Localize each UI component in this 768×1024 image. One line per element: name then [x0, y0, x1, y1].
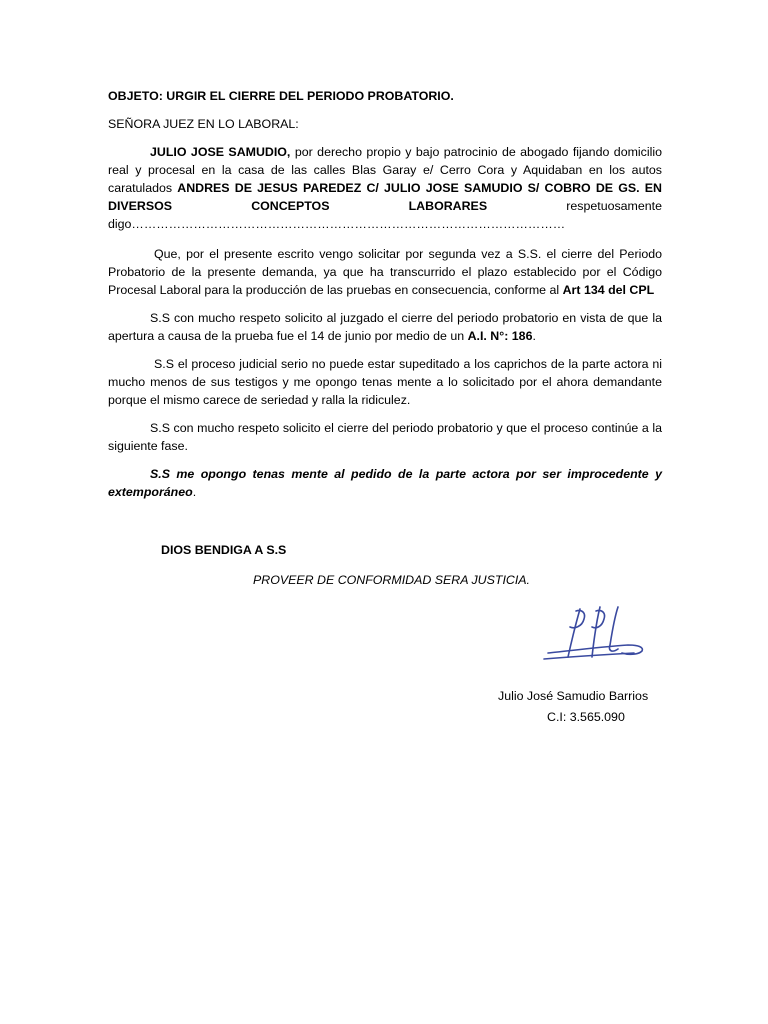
final-opposition-text: S.S me opongo tenas mente al pedido de la parte actora por ser improcedente y extemporáneo	[108, 467, 662, 499]
paragraph-final-opposition	[108, 465, 662, 501]
intro-text: por derecho propio y bajo patrocinio de abogado fijando domicilio real y procesal en la casa de las calles Blas Garay e/ Cerro Cora y Aquidaban en los autos caratulados	[108, 145, 662, 195]
paragraph-request	[108, 245, 662, 299]
legal-reference: Art 134 del CPL	[562, 283, 655, 297]
salutation: SEÑORA JUEZ EN LO LABORAL:	[108, 117, 299, 131]
proveer-line: PROVEER DE CONFORMIDAD SERA JUSTICIA.	[253, 573, 530, 587]
handwritten-signature	[538, 605, 650, 667]
signer-id: C.I: 3.565.090	[547, 710, 625, 724]
final-opposition-end: .	[192, 485, 197, 499]
paragraph-opposition: S.S el proceso judicial serio no puede estar supeditado a los caprichos de la parte actora ni mucho menos de sus testigos y me opongo tenas mente a lo solicitado por el ahora demandante porque el mismo carece de seriedad y ralla la ridiculez.	[108, 357, 662, 407]
intro-closing: respetuosamente digo……………………………………………………………………………………………	[108, 199, 662, 231]
opening-end: .	[532, 329, 536, 343]
signature-strokes	[544, 607, 642, 659]
subject-line: OBJETO: URGIR EL CIERRE DEL PERIODO PROBATORIO.	[108, 89, 454, 103]
resolution-reference: A.I. N°: 186	[467, 329, 533, 343]
paragraph-opening-date	[108, 309, 662, 345]
paragraph-introduction	[108, 143, 662, 233]
document-body	[108, 87, 662, 511]
party-name: JULIO JOSE SAMUDIO,	[150, 145, 291, 159]
closing-blessing: DIOS BENDIGA A S.S	[161, 543, 287, 557]
paragraph-closure-request: S.S con mucho respeto solicito el cierre del periodo probatorio y que el proceso continúe a la siguiente fase.	[108, 421, 662, 453]
case-caption: ANDRES DE JESUS PAREDEZ C/ JULIO JOSE SAMUDIO S/ COBRO DE GS. EN DIVERSOS CONCEPTOS LABORARES	[108, 181, 662, 213]
signer-name: Julio José Samudio Barrios	[498, 689, 649, 703]
request-text: Que, por el presente escrito vengo solicitar por segunda vez a S.S. el cierre del Periodo Probatorio de la presente demanda, ya que ha transcurrido el plazo establecido por el Código Procesal Laboral para la producción de las pruebas en consecuencia, conforme al	[108, 247, 662, 297]
opening-text: S.S con mucho respeto solicito al juzgado el cierre del periodo probatorio en vista de que la apertura a causa de la prueba fue el 14 de junio por medio de un	[108, 311, 662, 343]
